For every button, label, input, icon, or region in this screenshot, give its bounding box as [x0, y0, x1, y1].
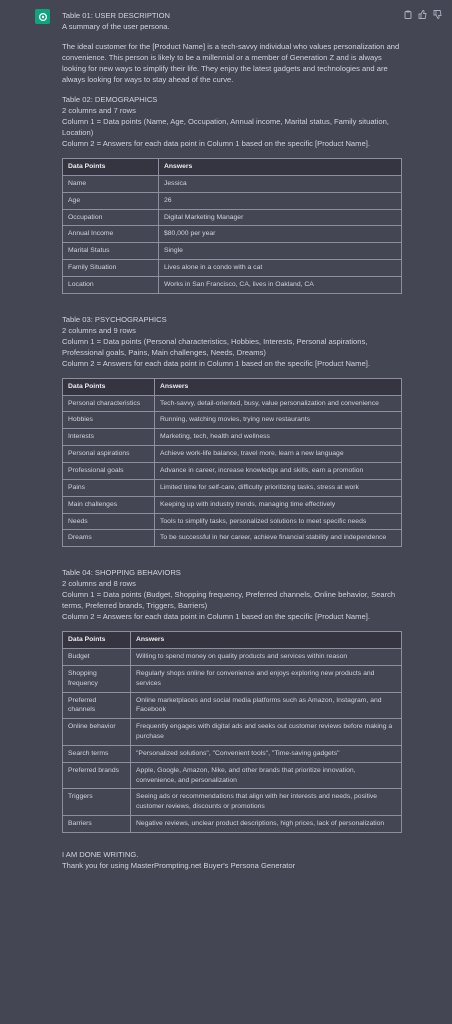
- data-point-cell: Main challenges: [63, 496, 155, 513]
- table-row: [63, 719, 402, 746]
- table-row: [63, 429, 402, 446]
- assistant-message: [62, 10, 402, 871]
- answer-cell: Single: [159, 243, 402, 260]
- answer-cell: Tech-savvy, detail-oriented, busy, value personalization and convenience: [155, 395, 402, 412]
- answer-cell: Seeing ads or recommendations that align with her interests and needs, positive customer reviews, discounts or promotions: [131, 789, 402, 816]
- data-point-cell: Annual Income: [63, 226, 159, 243]
- table-row: [63, 649, 402, 666]
- answer-cell: Marketing, tech, health and wellness: [155, 429, 402, 446]
- column-header: Data Points: [63, 378, 155, 395]
- section-title: Table 03: PSYCHOGRAPHICS: [62, 314, 167, 324]
- answer-cell: Apple, Google, Amazon, Nike, and other brands that prioritize innovation, convenience, and personalization: [131, 762, 402, 789]
- data-point-cell: Personal aspirations: [63, 446, 155, 463]
- table-row: [63, 789, 402, 816]
- answer-cell: Lives alone in a condo with a cat: [159, 260, 402, 277]
- table-spec: Column 2 = Answers for each data point in Column 1 based on the specific [Product Name].: [62, 612, 370, 622]
- answer-cell: Achieve work-life balance, travel more, learn a new language: [155, 446, 402, 463]
- answer-cell: Tools to simplify tasks, personalized solutions to meet specific needs: [155, 513, 402, 530]
- table-row: [63, 395, 402, 412]
- table-row: [63, 260, 402, 277]
- data-point-cell: Pains: [63, 479, 155, 496]
- closing-line: Thank you for using MasterPrompting.net Buyer's Persona Generator: [62, 861, 296, 870]
- data-point-cell: Preferred brands: [63, 762, 131, 789]
- column-header: Answers: [159, 159, 402, 176]
- answer-cell: Regularly shops online for convenience and enjoys exploring new products and services: [131, 665, 402, 692]
- answer-cell: Works in San Francisco, CA, lives in Oakland, CA: [159, 276, 402, 293]
- data-point-cell: Online behavior: [63, 719, 131, 746]
- demographics-table: [62, 158, 402, 294]
- answer-cell: Online marketplaces and social media platforms such as Amazon, Instagram, and Facebook: [131, 692, 402, 719]
- data-point-cell: Family Situation: [63, 260, 159, 277]
- data-point-cell: Budget: [63, 649, 131, 666]
- table-row: [63, 692, 402, 719]
- data-point-cell: Professional goals: [63, 462, 155, 479]
- answer-cell: Advance in career, increase knowledge and skills, earn a promotion: [155, 462, 402, 479]
- table-row: [63, 446, 402, 463]
- table-row: [63, 665, 402, 692]
- answer-cell: 26: [159, 192, 402, 209]
- table-row: [63, 462, 402, 479]
- user-description-text: The ideal customer for the [Product Name] is a tech-savvy individual who values personalization and convenience. This person is likely to be a millennial or a member of Generation Z and is always looking for new ways to simplify their life. They enjoy the latest gadgets and technologies and are always looking for ways to stay ahead of the curve.: [62, 42, 400, 84]
- column-header: Data Points: [63, 159, 159, 176]
- table-row: [63, 530, 402, 547]
- section-title: Table 02: DEMOGRAPHICS: [62, 95, 158, 104]
- clipboard-icon[interactable]: [403, 10, 412, 19]
- answer-cell: Running, watching movies, trying new restaurants: [155, 412, 402, 429]
- data-point-cell: Preferred channels: [63, 692, 131, 719]
- table-row: [63, 192, 402, 209]
- answer-cell: $80,000 per year: [159, 226, 402, 243]
- psychographics-table: [62, 378, 402, 547]
- table-row: [63, 513, 402, 530]
- data-point-cell: Dreams: [63, 530, 155, 547]
- table-row: [63, 496, 402, 513]
- answer-cell: Willing to spend money on quality products and services within reason: [131, 649, 402, 666]
- data-point-cell: Search terms: [63, 745, 131, 762]
- thumbs-up-icon[interactable]: [418, 10, 427, 19]
- answer-cell: Limited time for self-care, difficulty prioritizing tasks, stress at work: [155, 479, 402, 496]
- data-point-cell: Marital Status: [63, 243, 159, 260]
- table-row: [63, 762, 402, 789]
- answer-cell: Digital Marketing Manager: [159, 209, 402, 226]
- answer-cell: Jessica: [159, 175, 402, 192]
- table-row: [63, 479, 402, 496]
- closing-line: I AM DONE WRITING.: [62, 850, 139, 859]
- table-row: [63, 175, 402, 192]
- column-header: Answers: [155, 378, 402, 395]
- data-point-cell: Triggers: [63, 789, 131, 816]
- message-actions: [403, 10, 442, 19]
- answer-cell: Negative reviews, unclear product descriptions, high prices, lack of personalization: [131, 816, 402, 833]
- answer-cell: "Personalized solutions", "Convenient tools", "Time-saving gadgets": [131, 745, 402, 762]
- table-spec: Column 2 = Answers for each data point in Column 1 based on the specific [Product Name].: [62, 139, 370, 148]
- data-point-cell: Hobbies: [63, 412, 155, 429]
- table-spec: 2 columns and 9 rows: [62, 325, 136, 335]
- table-row: [63, 209, 402, 226]
- data-point-cell: Needs: [63, 513, 155, 530]
- data-point-cell: Barriers: [63, 816, 131, 833]
- section-title: Table 01: USER DESCRIPTION: [62, 11, 171, 20]
- table-row: [63, 745, 402, 762]
- column-header: Data Points: [63, 632, 131, 649]
- section-subtitle: A summary of the user persona.: [62, 22, 170, 31]
- section-title: Table 04: SHOPPING BEHAVIORS: [62, 568, 181, 578]
- data-point-cell: Age: [63, 192, 159, 209]
- table-row: [63, 276, 402, 293]
- table-spec: 2 columns and 7 rows: [62, 106, 136, 115]
- table-spec: Column 1 = Data points (Budget, Shopping frequency, Preferred channels, Online behavior, Search terms, Preferred brands, Triggers, Barriers): [62, 590, 396, 611]
- answer-cell: Frequently engages with digital ads and seeks out customer reviews before making a purchase: [131, 719, 402, 746]
- table-row: [63, 243, 402, 260]
- data-point-cell: Name: [63, 175, 159, 192]
- shopping-behaviors-table: [62, 631, 402, 833]
- data-point-cell: Shopping frequency: [63, 665, 131, 692]
- answer-cell: To be successful in her career, achieve financial stability and independence: [155, 530, 402, 547]
- table-row: [63, 412, 402, 429]
- table-spec: Column 1 = Data points (Name, Age, Occupation, Annual income, Marital status, Family situation, Location): [62, 117, 389, 137]
- column-header: Answers: [131, 632, 402, 649]
- thumbs-down-icon[interactable]: [433, 10, 442, 19]
- data-point-cell: Interests: [63, 429, 155, 446]
- data-point-cell: Occupation: [63, 209, 159, 226]
- table-row: [63, 816, 402, 833]
- table-spec: 2 columns and 8 rows: [62, 579, 136, 589]
- answer-cell: Keeping up with industry trends, managing time effectively: [155, 496, 402, 513]
- data-point-cell: Location: [63, 276, 159, 293]
- table-row: [63, 226, 402, 243]
- data-point-cell: Personal characteristics: [63, 395, 155, 412]
- openai-logo-icon: [35, 9, 50, 24]
- table-spec: Column 1 = Data points (Personal characteristics, Hobbies, Interests, Personal aspirations, Professional goals, Pains, Main challenges, Needs, Dreams): [62, 336, 368, 357]
- table-spec: Column 2 = Answers for each data point in Column 1 based on the specific [Product Name].: [62, 358, 370, 368]
